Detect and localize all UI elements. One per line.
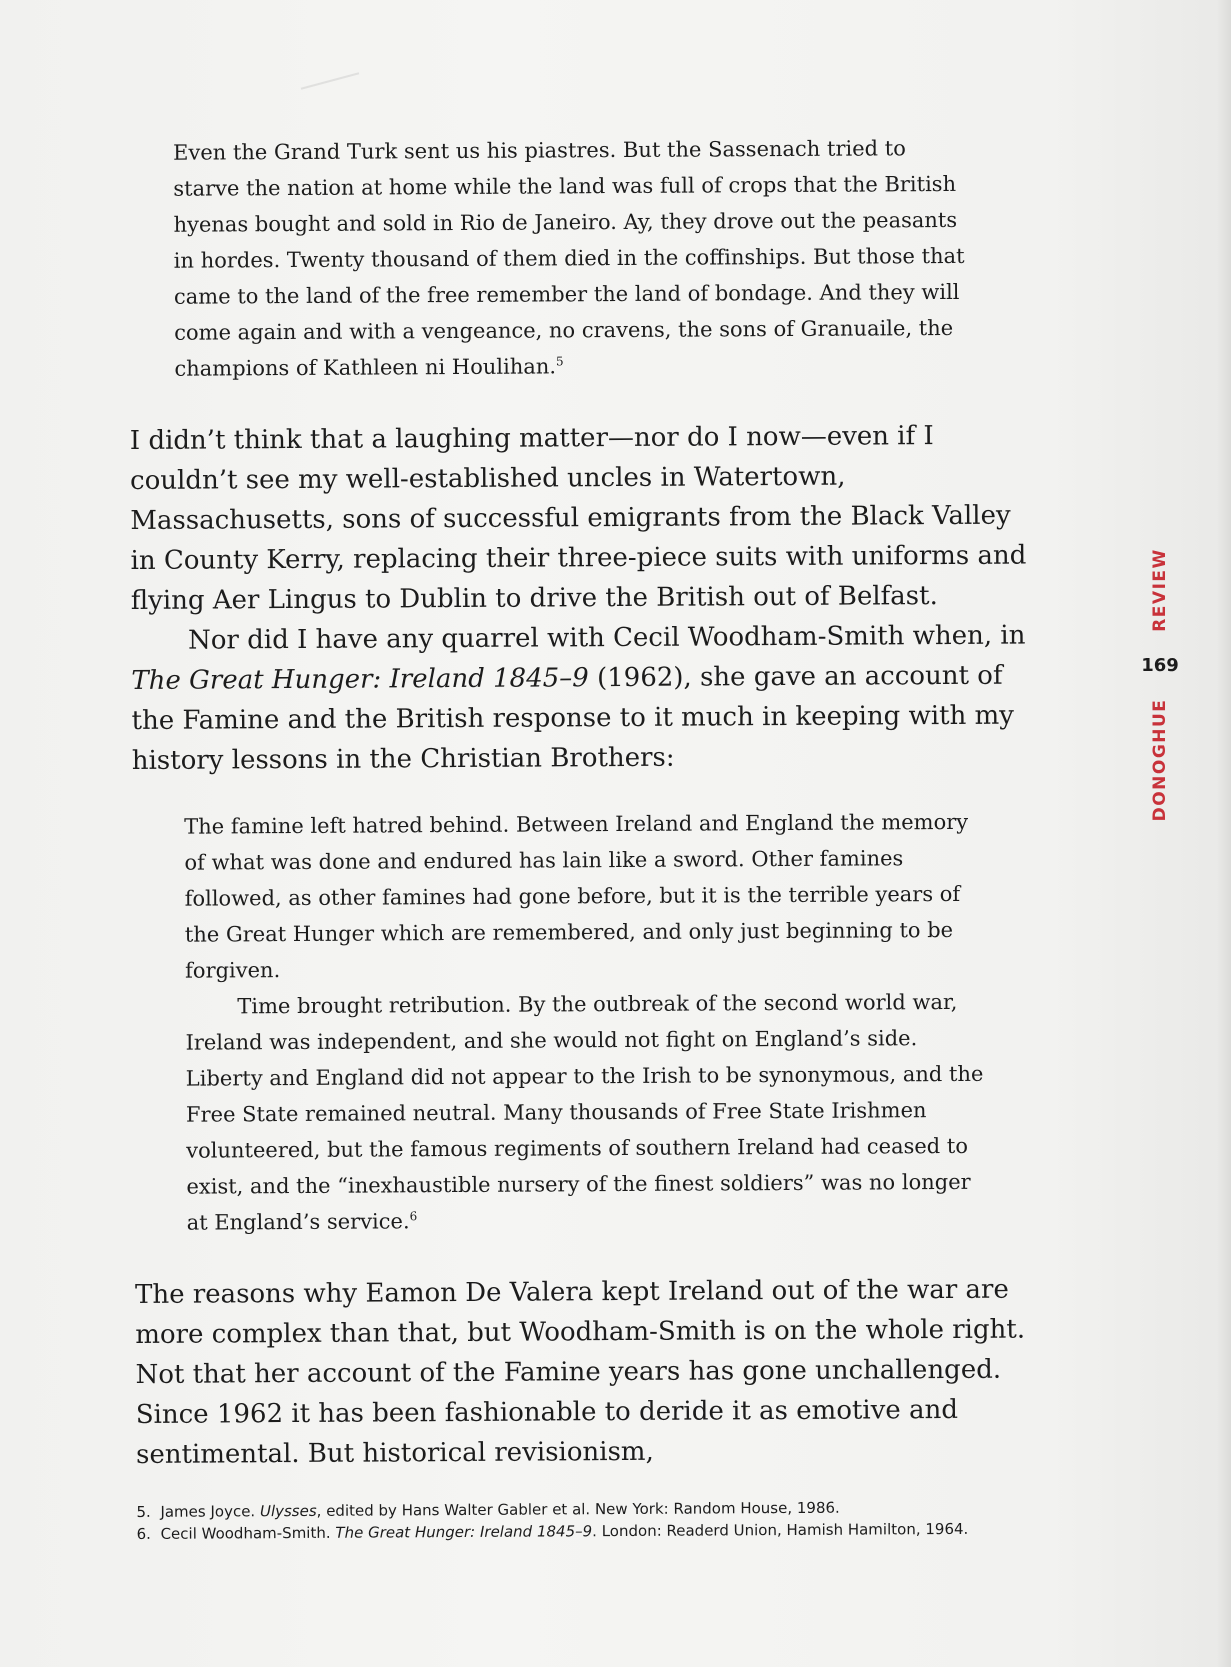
footnote-title: Ulysses	[259, 1501, 317, 1521]
running-head-section	[1140, 540, 1180, 640]
quote-paragraph	[173, 130, 975, 387]
footnote-text	[160, 1517, 1041, 1544]
page-body	[128, 129, 1042, 1545]
quote-paragraph-1: The famine left hatred behind. Between Ireland and England the memory of what was done and endured has lain like a sword. Other famines followed, as other famines had gone before, but it is the terrible years of the Great Hunger which are remembered, and only just beginning to be forgiven.	[184, 809, 969, 983]
quote-text: Even the Grand Turk sent us his piastres. But the Sassenach tried to starve the nation at home while the land was full of crops that the British hyenas bought and sold in Rio de Janeiro. Ay, they drove out the peasants in hordes. Twenty thousand of them died in the coffinships. But those that came to the land of the free remember the land of bondage. And they will come again and with a vengeance, no cravens, the sons of Granuaile, the champions of Kathleen ni Houlihan.	[173, 136, 965, 381]
running-head-author	[1140, 700, 1180, 820]
body-paragraph-2	[131, 615, 1032, 780]
footnote-author: Cecil Woodham-Smith.	[160, 1523, 336, 1543]
footnote-6	[136, 1517, 1041, 1545]
body-paragraph-1: I didn’t think that a laughing matter—nor do I now—even if I couldn’t see my well-established uncles in Watertown, Massachusetts, sons of successful emigrants from the Black Valley in County Kerry, replacing their three-piece suits with uniforms and flying Aer Lingus to Dublin to drive the British out of Belfast.	[129, 421, 1027, 616]
block-quote-woodham-smith	[184, 804, 987, 1241]
quote-paragraph-2	[185, 984, 987, 1241]
body-paragraph-3: The reasons why Eamon De Valera kept Ireland out of the war are more complex than that, but Woodham-Smith is on the whole right. Not that her account of the Famine years has gone unchallenged. Since 1962 it has been fashionable to deride it as emotive and sentimental. But historical revisionism,	[134, 1274, 1026, 1470]
footnote-author: James Joyce.	[160, 1502, 260, 1521]
book-title: The Great Hunger: Ireland 1845–9	[131, 663, 589, 696]
section-label: REVIEW	[1150, 548, 1170, 632]
quote-text: Time brought retribution. By the outbreak of the second world war, Ireland was independent, and she would not fight on England’s side. Liberty and England did not appear to the Irish to be synonymous, and the Free State remained neutral. Many thousands of Free State Irishmen volunteered, but the famous regiments of southern Ireland had ceased to exist, and the “inexhaustible nursery of the finest soldiers” was no longer at England’s service.	[185, 989, 984, 1235]
footnote-number: 6.	[136, 1524, 151, 1543]
footnote-ref-6: 6	[409, 1209, 418, 1224]
paragraph-text: (1962), she gave an account of the Famine and the British response to it much in keeping with my history lessons in the Christian Brothers:	[131, 660, 1015, 776]
footnote-rest: . London: Readerd Union, Hamish Hamilton, 1964.	[592, 1519, 969, 1541]
page-edge-shadow	[1217, 0, 1231, 1667]
page-number: 169	[1141, 655, 1179, 676]
footnote-rest: , edited by Hans Walter Gabler et al. New York: Random House, 1986.	[316, 1498, 840, 1520]
running-head	[1140, 540, 1180, 820]
footnotes	[136, 1495, 1041, 1545]
footnote-title: The Great Hunger: Ireland 1845–9	[335, 1522, 593, 1542]
block-quote-joyce	[173, 130, 975, 387]
author-label: DONOGHUE	[1150, 698, 1170, 822]
page-smudge	[301, 72, 359, 89]
paragraph-text: Nor did I have any quarrel with Cecil Woodham-Smith when, in	[187, 620, 1026, 656]
footnote-number: 5.	[136, 1502, 151, 1521]
footnote-ref-5: 5	[555, 354, 564, 369]
